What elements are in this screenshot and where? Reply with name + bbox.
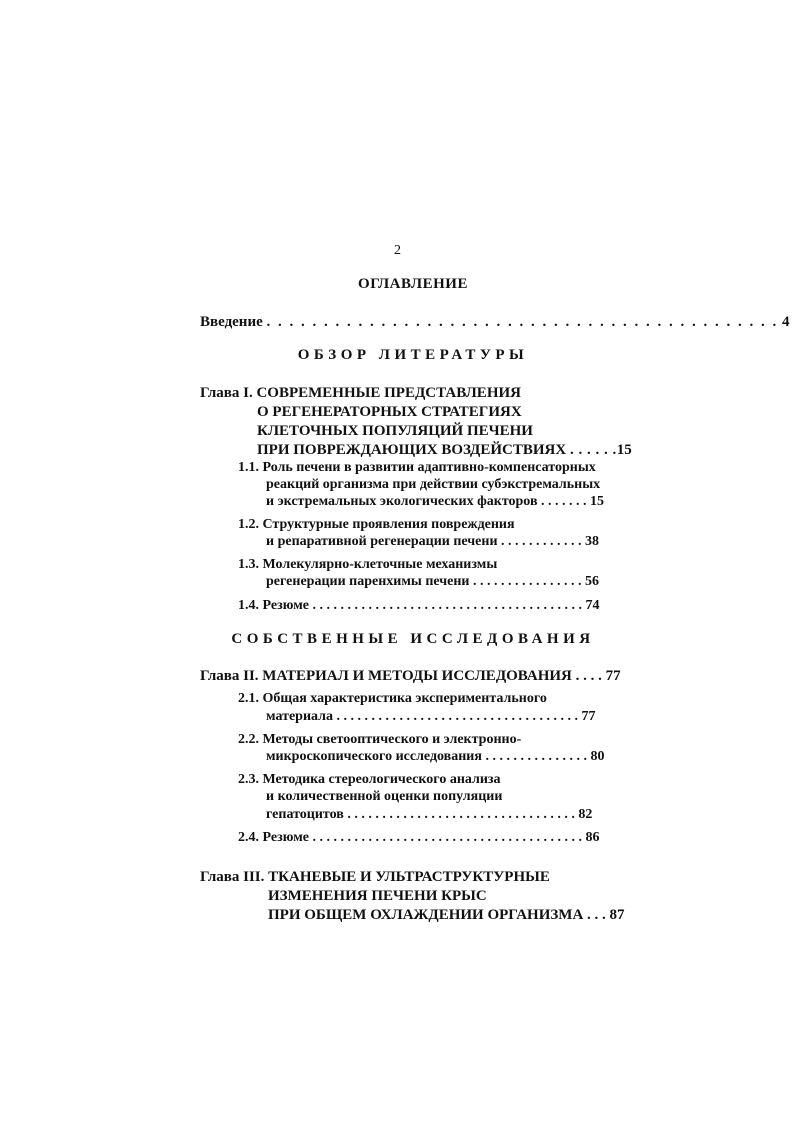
subsection-number: 1.2.: [238, 517, 259, 532]
subsection-title-line: Резюме: [262, 830, 309, 845]
section-heading-literature: ОБЗОР ЛИТЕРАТУРЫ: [297, 347, 529, 363]
subsection-title-line: Структурные проявления повреждения: [262, 517, 515, 532]
subsection-title-line: материала: [266, 709, 333, 724]
chapter-title-line: ПРИ ОБЩЕМ ОХЛАЖДЕНИИ ОРГАНИЗМА: [268, 907, 584, 923]
subsection-number: 1.1.: [238, 460, 259, 475]
page-ref: 4: [782, 314, 790, 330]
leader-dots: . . . .: [575, 668, 602, 684]
leader-dots: . . . . . . . . . . . .: [501, 534, 582, 549]
chapter-title-line: КЛЕТОЧНЫХ ПОПУЛЯЦИЙ ПЕЧЕНИ: [257, 423, 533, 439]
page-ref: 80: [590, 749, 605, 764]
leader-dots: . . . . . . . . . . . . . . . . . . . . . . . . . . . . . . . . . . . . . . .: [312, 598, 582, 613]
subsection-title-line: Методика стереологического анализа: [262, 772, 501, 787]
subsection-number: 2.3.: [238, 772, 259, 787]
subsection-number: 2.2.: [238, 732, 259, 747]
page-ref: 38: [585, 534, 600, 549]
subsection-number: 2.1.: [238, 691, 259, 706]
toc-title: ОГЛАВЛЕНИЕ: [358, 276, 468, 292]
leader-dots: . . . . . . . . . . . . . . . .: [473, 574, 582, 589]
subsection-title-line: Роль печени в развитии адаптивно-компенсаторных: [262, 460, 596, 475]
subsection-title-line: Резюме: [262, 598, 309, 613]
chapter-prefix: Глава I.: [200, 385, 253, 401]
chapter-title-line: СОВРЕМЕННЫЕ ПРЕДСТАВЛЕНИЯ: [256, 385, 521, 401]
subsection-number: 1.4.: [238, 598, 259, 613]
leader-dots: . . . . . . . . . . . . . . . . . . . . . . . . . . . . . . . . . . . . . . . . . . . . .: [266, 314, 779, 330]
page-ref: 87: [609, 907, 625, 923]
leader-dots: . . . . . . . . . . . . . . .: [485, 749, 587, 764]
subsection-title-line: Молекулярно-клеточные механизмы: [262, 557, 498, 572]
chapter-title-line: ПРИ ПОВРЕЖДАЮЩИХ ВОЗДЕЙСТВИЯХ: [257, 442, 567, 458]
subsection-title-line: и экстремальных экологических факторов: [266, 494, 538, 509]
chapter-title-line: О РЕГЕНЕРАТОРНЫХ СТРАТЕГИЯХ: [257, 404, 522, 420]
page-ref: 15: [590, 494, 605, 509]
leader-dots: . . .: [587, 907, 606, 923]
toc-subsection-2-4[interactable]: [238, 829, 599, 847]
toc-entry-intro[interactable]: [200, 313, 790, 331]
leader-dots: . . . . . . . . . . . . . . . . . . . . . . . . . . . . . . . . . . .: [336, 709, 578, 724]
page-ref: 15: [616, 442, 632, 458]
chapter-prefix: Глава III.: [200, 869, 265, 885]
chapter-prefix: Глава II.: [200, 668, 259, 684]
leader-dots: . . . . . . . . . . . . . . . . . . . . . . . . . . . . . . . . .: [347, 807, 575, 822]
toc-subsection-1-4[interactable]: [238, 597, 599, 615]
subsection-title-line: и количественной оценки популяции: [266, 789, 503, 804]
page-ref: 56: [585, 574, 599, 589]
chapter-title-line: ТКАНЕВЫЕ И УЛЬТРАСТРУКТУРНЫЕ: [268, 869, 550, 885]
toc-chapter-2[interactable]: [200, 667, 621, 685]
leader-dots: . . . . . . .: [541, 494, 587, 509]
subsection-title-line: Методы светооптического и электронно-: [262, 732, 522, 747]
subsection-title-line: и репаративной регенерации печени: [266, 534, 498, 549]
subsection-number: 2.4.: [238, 830, 259, 845]
page-ref: 86: [585, 830, 600, 845]
chapter-title-line: МАТЕРИАЛ И МЕТОДЫ ИССЛЕДОВАНИЯ: [262, 668, 572, 684]
leader-dots: . . . . . . . . . . . . . . . . . . . . . . . . . . . . . . . . . . . . . . .: [312, 830, 582, 845]
page-ref: 77: [605, 668, 621, 684]
page-ref: 77: [581, 709, 596, 724]
subsection-title-line: Общая характеристика экспериментального: [262, 691, 547, 706]
subsection-title-line: микроскопического исследования: [266, 749, 482, 764]
subsection-title-line: реакций организма при действии субэкстремальных: [266, 477, 601, 492]
page-number: 2: [394, 243, 401, 258]
subsection-title-line: регенерации паренхимы печени: [266, 574, 470, 589]
page-ref: 82: [578, 807, 593, 822]
entry-label: Введение: [200, 314, 263, 330]
subsection-number: 1.3.: [238, 557, 259, 572]
section-heading-own-research: СОБСТВЕННЫЕ ИССЛЕДОВАНИЯ: [231, 631, 595, 647]
chapter-title-line: ИЗМЕНЕНИЯ ПЕЧЕНИ КРЫС: [268, 888, 487, 904]
subsection-title-line: гепатоцитов: [266, 807, 344, 822]
page-ref: 74: [585, 598, 600, 613]
leader-dots: . . . . . .: [569, 442, 617, 458]
